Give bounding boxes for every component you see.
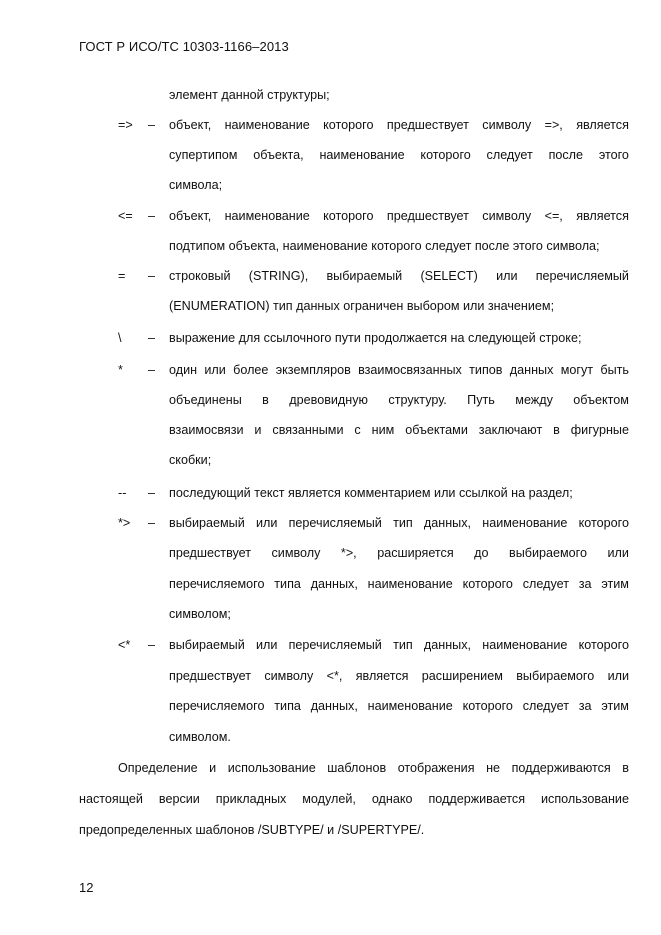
text-line: скобки; [169,453,212,467]
notation-symbol: <= [118,209,133,223]
dash: – [148,638,156,652]
notation-symbol: = [118,269,126,283]
text-line: символа; [169,178,223,192]
text-line: взаимосвязи и связанными с ним объектами заключают в фигурные [169,423,629,437]
paragraph-line: Определение и использование шаблонов отображения не поддерживаются в [118,761,629,775]
text-line: перечисляемого типа данных, наименование которого следует за этим [169,699,629,713]
dash: – [148,209,156,223]
notation-symbol: \ [118,331,122,345]
text-line: супертипом объекта, наименование которого следует после этого [169,148,629,162]
text-line: один или более экземпляров взаимосвязанных типов данных могут быть [169,363,629,377]
text-line: выражение для ссылочного пути продолжается на следующей строке; [169,331,582,345]
dash: – [148,331,156,345]
text-line: подтипом объекта, наименование которого следует после этого символа; [169,239,600,253]
dash: – [148,486,156,500]
text-line: символом; [169,607,231,621]
dash: – [148,363,156,377]
notation-symbol: => [118,118,133,132]
notation-symbol: <* [118,638,131,652]
dash: – [148,269,156,283]
paragraph-line: настоящей версии прикладных модулей, однако поддерживается использование [79,792,629,806]
text-line: объект, наименование которого предшествует символу =>, является [169,118,629,132]
text-line: выбираемый или перечисляемый тип данных, наименование которого [169,516,629,530]
notation-symbol: * [118,363,123,377]
text-line: объект, наименование которого предшествует символу <=, является [169,209,629,223]
text-line: символом. [169,730,231,744]
text-line: перечисляемого типа данных, наименование которого следует за этим [169,577,629,591]
dash: – [148,118,156,132]
paragraph-line: предопределенных шаблонов /SUBTYPE/ и /SUPERTYPE/. [79,823,425,837]
document-header: ГОСТ Р ИСО/ТС 10303-1166–2013 [79,39,289,54]
text-line: предшествует символу *>, расширяется до выбираемого или [169,546,629,560]
text-line: строковый (STRING), выбираемый (SELECT) или перечисляемый [169,269,629,283]
notation-symbol: *> [118,516,131,530]
page-number: 12 [79,880,94,895]
text-line: объединены в древовидную структуру. Путь между объектом [169,393,629,407]
text-line: (ENUMERATION) тип данных ограничен выбором или значением; [169,299,555,313]
dash: – [148,516,156,530]
text-line: элемент данной структуры; [169,88,330,102]
text-line: последующий текст является комментарием или ссылкой на раздел; [169,486,573,500]
notation-symbol: -- [118,486,127,500]
text-line: предшествует символу <*, является расширением выбираемого или [169,669,629,683]
text-line: выбираемый или перечисляемый тип данных, наименование которого [169,638,629,652]
